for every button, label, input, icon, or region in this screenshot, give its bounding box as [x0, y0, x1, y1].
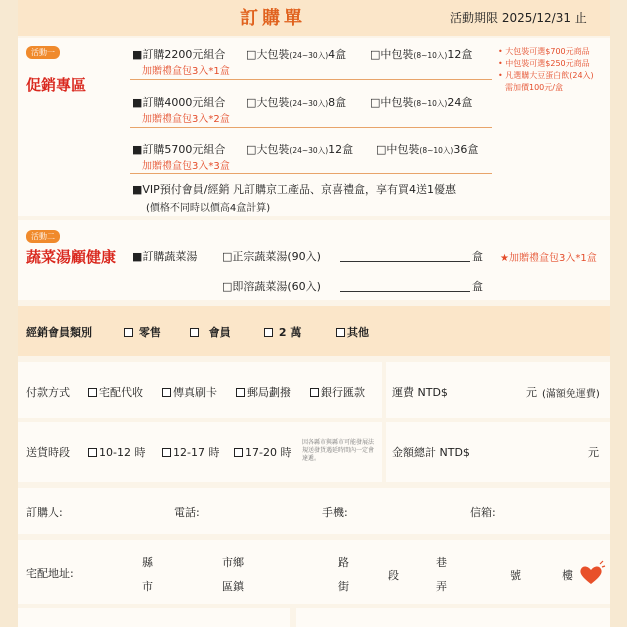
lane-label: 巷 [436, 556, 447, 569]
medium-pack-label: □中包裝 [370, 96, 414, 109]
payment-label: 付款方式 [26, 386, 70, 399]
form-title: 訂購單 [240, 8, 306, 29]
checkbox[interactable] [88, 388, 97, 397]
large-pack-label: □大包裝 [246, 143, 290, 156]
street-label: 街 [338, 580, 349, 593]
road-label: 路 [338, 556, 349, 569]
delivery-note: 因各縣市與縣市可能發展法規送發貨遇延時間內一定會達遞。 [302, 439, 375, 462]
large-pack-note: (24~30入) [289, 146, 329, 155]
shipping-fee-section [386, 362, 610, 418]
promo-row-3[interactable] [132, 141, 225, 157]
promo-row-3-large[interactable] [246, 141, 353, 157]
promo-row-2-large[interactable] [246, 94, 346, 110]
address-label: 宅配地址: [26, 567, 74, 580]
payment-section [18, 362, 382, 418]
divider [130, 173, 492, 174]
total-label: 金額總計 NTD$ [392, 446, 470, 459]
delivery-option-1[interactable] [88, 444, 145, 460]
veg-section [18, 220, 610, 300]
campaign-period: 活動期限 2025/12/31 止 [450, 11, 587, 25]
promo-row-2[interactable] [132, 94, 225, 110]
floor-label: 樓 [562, 569, 573, 582]
member-option-other[interactable] [336, 324, 369, 340]
promo-row-1-large[interactable] [246, 46, 346, 62]
district-label: 區鎮 [222, 580, 244, 593]
bottom-left-section [18, 608, 290, 627]
shipping-fee-unit: 元 [526, 386, 537, 399]
medium-pack-note: (8~10入) [413, 51, 448, 60]
promo-row-1[interactable] [132, 46, 225, 62]
promo-note: • 大包裝可選$700元商品 [498, 47, 590, 56]
medium-pack-qty: 12盒 [447, 48, 473, 61]
number-label: 號 [510, 569, 521, 582]
option-label: 傳真刷卡 [173, 386, 217, 399]
promo-row-2-label: ■訂購4000元組合 [132, 96, 226, 109]
payment-option-cod[interactable] [88, 384, 143, 400]
veg-qty-1-line[interactable] [340, 261, 470, 262]
option-label: 宅配代收 [99, 386, 143, 399]
medium-pack-qty: 24盒 [447, 96, 473, 109]
veg-option-2[interactable]: □即溶蔬菜湯(60入) [222, 280, 321, 293]
promo-title: 促銷專區 [26, 76, 87, 94]
heart-icon [576, 560, 606, 588]
veg-gift: ★加贈禮盒包3入*1盒 [500, 253, 597, 264]
option-label: 銀行匯款 [321, 386, 365, 399]
section-label: 段 [388, 569, 399, 582]
delivery-section [18, 422, 382, 482]
payment-option-fax-card[interactable] [162, 384, 217, 400]
promo-notes [498, 46, 594, 94]
checkbox[interactable] [162, 448, 171, 457]
delivery-option-3[interactable] [234, 444, 291, 460]
orderer-label: 訂購人: [26, 506, 63, 519]
alley-label: 弄 [436, 580, 447, 593]
veg-qty-2-line[interactable] [340, 291, 470, 292]
checkbox[interactable] [236, 388, 245, 397]
large-pack-qty: 12盒 [328, 143, 354, 156]
member-option-20k[interactable] [264, 324, 301, 340]
option-label: 其他 [347, 326, 369, 339]
option-label: 2 萬 [278, 326, 302, 339]
contact-section [18, 488, 610, 534]
county-label: 縣 [142, 556, 153, 569]
promo-row-3-gift: 加贈禮盒包3入*3盒 [142, 161, 230, 172]
option-label: 10-12 時 [99, 446, 146, 459]
total-unit: 元 [588, 446, 599, 459]
checkbox[interactable] [310, 388, 319, 397]
promo-row-3-medium[interactable] [376, 141, 478, 157]
option-label: 郵局劃撥 [247, 386, 291, 399]
promo-note: 需加價100元/盒 [505, 83, 563, 92]
veg-option-1[interactable]: □正宗蔬菜湯(90入) [222, 250, 321, 263]
order-form [18, 0, 610, 627]
city-label: 市 [142, 580, 153, 593]
promo-row-3-label: ■訂購5700元組合 [132, 143, 226, 156]
mobile-label: 手機: [322, 506, 348, 519]
promo-row-2-medium[interactable] [370, 94, 472, 110]
member-label: 經銷會員類別 [26, 326, 92, 339]
option-label: 17-20 時 [245, 446, 292, 459]
promo-note: • 凡選購大豆蛋白飲(24入) [498, 71, 594, 80]
veg-title: 蔬菜湯顧健康 [26, 248, 117, 266]
township-label: 市鄉 [222, 556, 244, 569]
email-label: 信箱: [470, 506, 496, 519]
promo-row-1-gift: 加贈禮盒包3入*1盒 [142, 66, 230, 77]
option-label: 12-17 時 [173, 446, 220, 459]
option-label: 會員 [208, 326, 231, 339]
veg-label: ■訂購蔬菜湯 [132, 250, 198, 263]
payment-option-bank[interactable] [310, 384, 365, 400]
veg-unit-2: 盒 [472, 280, 483, 293]
shipping-fee-label: 運費 NTD$ [392, 386, 448, 399]
divider [130, 127, 492, 128]
member-section [18, 306, 610, 356]
medium-pack-note: (8~10入) [419, 146, 454, 155]
delivery-label: 送貨時段 [26, 446, 70, 459]
promo-row-1-medium[interactable] [370, 46, 472, 62]
large-pack-qty: 4盒 [328, 48, 347, 61]
vip-offer[interactable]: ■VIP預付會員/經銷 凡訂購京工產品、京喜禮盒，享有買4送1優惠 [132, 183, 456, 196]
veg-tag: 活動二 [26, 230, 60, 243]
medium-pack-label: □中包裝 [376, 143, 420, 156]
checkbox[interactable] [264, 328, 273, 337]
large-pack-qty: 8盒 [328, 96, 347, 109]
divider [130, 79, 492, 80]
medium-pack-note: (8~10入) [413, 99, 448, 108]
checkbox[interactable] [336, 328, 345, 337]
member-option-member[interactable] [190, 324, 231, 340]
large-pack-note: (24~30入) [289, 99, 329, 108]
promo-section [18, 38, 610, 216]
total-section [386, 422, 610, 482]
large-pack-label: □大包裝 [246, 48, 290, 61]
shipping-fee-note: (滿額免運費) [542, 389, 600, 400]
checkbox[interactable] [190, 328, 199, 337]
promo-row-1-label: ■訂購2200元組合 [132, 48, 226, 61]
checkbox[interactable] [124, 328, 133, 337]
large-pack-label: □大包裝 [246, 96, 290, 109]
address-section [18, 540, 610, 604]
member-option-retail[interactable] [124, 324, 161, 340]
veg-unit-1: 盒 [472, 250, 483, 263]
medium-pack-qty: 36盒 [453, 143, 479, 156]
vip-note: (價格不同時以價高4盒計算) [146, 203, 271, 214]
phone-label: 電話: [174, 506, 200, 519]
title-bar [18, 0, 610, 36]
bottom-right-section [296, 608, 610, 627]
payment-option-postal[interactable] [236, 384, 291, 400]
promo-note: • 中包裝可選$250元商品 [498, 59, 590, 68]
delivery-option-2[interactable] [162, 444, 219, 460]
promo-tag: 活動一 [26, 46, 60, 59]
medium-pack-label: □中包裝 [370, 48, 414, 61]
checkbox[interactable] [88, 448, 97, 457]
checkbox[interactable] [162, 388, 171, 397]
large-pack-note: (24~30入) [289, 51, 329, 60]
promo-row-2-gift: 加贈禮盒包3入*2盒 [142, 114, 230, 125]
option-label: 零售 [138, 326, 161, 339]
checkbox[interactable] [234, 448, 243, 457]
